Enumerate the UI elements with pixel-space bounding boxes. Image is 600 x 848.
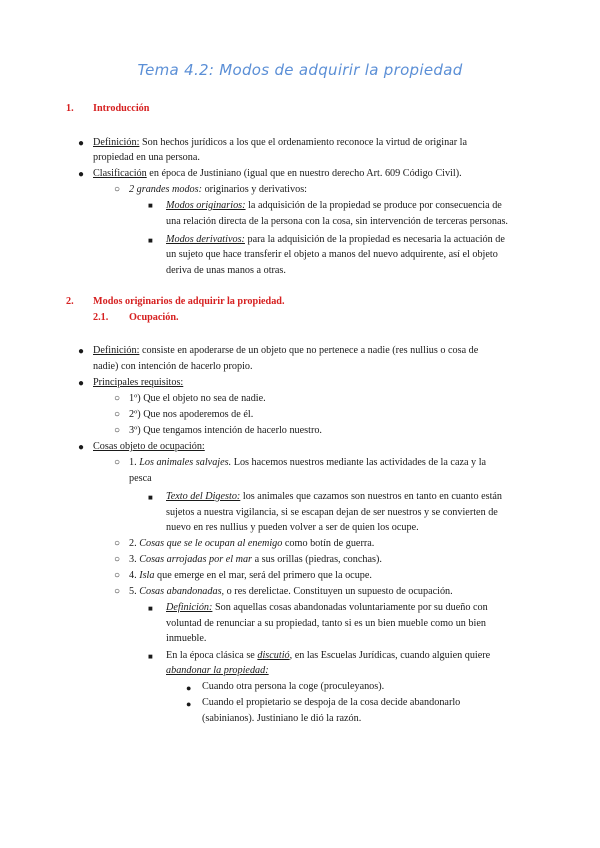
digest-text: los animales que cazamos son nuestros en tanto en cuanto están: [240, 491, 503, 502]
object-1-line-2: pesca: [129, 473, 152, 484]
classification-text: en época de Justiniano (igual que en nuestro derecho Art. 609 Código Civil).: [146, 168, 462, 179]
derivative-label: Modos derivativos:: [166, 234, 245, 245]
derivative-line-1: [166, 232, 505, 248]
object-2-title: Cosas que se le ocupan al enemigo: [139, 538, 283, 549]
modes-line: [129, 182, 307, 198]
object-4-prefix: 4.: [129, 570, 140, 581]
modes-text: originarios y derivativos:: [202, 184, 307, 195]
object-4-text: que emerge en el mar, será del primero que la ocupe.: [154, 570, 372, 581]
object-3-line: [129, 552, 382, 568]
abandoned-definition-line-1: [166, 600, 488, 616]
derivative-line-2: un sujeto que hace transferir el objeto a manos del nuevo adquirente, así el objeto: [166, 249, 498, 260]
bullet-disc-icon: ●: [78, 169, 85, 180]
objects-label: Cosas objeto de ocupación:: [93, 441, 205, 452]
object-4-line: [129, 568, 372, 584]
occupation-definition-label: Definición:: [93, 345, 140, 356]
definition-line-2: propiedad en una persona.: [93, 152, 200, 163]
occupation-definition-line-2: nadie) con intención de hacerlo propio.: [93, 361, 253, 372]
bullet-square-icon: ■: [148, 236, 153, 245]
bullet-circle-icon: ○: [114, 425, 121, 436]
classical-era-text-2: , en las Escuelas Jurídicas, cuando alguien quiere: [289, 650, 491, 661]
section-2-number: 2.: [66, 296, 74, 307]
abandoned-definition-text: Son aquellas cosas abandonadas voluntariamente por su dueño con: [212, 602, 488, 613]
bullet-disc-icon: ●: [78, 378, 85, 389]
bullet-circle-icon: ○: [114, 393, 121, 404]
object-2-line: [129, 536, 374, 552]
section-1-number: 1.: [66, 103, 74, 114]
abandoned-definition-line-3: inmueble.: [166, 633, 207, 644]
school-item: Cuando otra persona la coge (proculeyanos).: [202, 681, 385, 692]
derivative-line-3: deriva de unas manos a otras.: [166, 265, 286, 276]
object-3-title: Cosas arrojadas por el mar: [139, 554, 253, 565]
classical-era-text-1: En la época clásica se: [166, 650, 258, 661]
classical-era-line-1: [166, 648, 490, 664]
object-1-title: Los animales salvajes.: [139, 457, 232, 468]
occupation-definition-text: consiste en apoderarse de un objeto que no pertenece a nadie (res nullius o cosa de: [139, 345, 479, 356]
definition-label: Definición:: [93, 137, 140, 148]
bullet-square-icon: ■: [148, 604, 153, 613]
bullet-disc-icon: ●: [78, 346, 85, 357]
bullet-square-icon: ■: [148, 493, 153, 502]
bullet-circle-icon: ○: [114, 586, 121, 597]
section-1-heading: Introducción: [93, 103, 150, 114]
bullet-circle-icon: ○: [114, 457, 121, 468]
abandoned-definition-line-2: voluntad de renunciar a su propiedad, tanto si es un bien mueble como un bien: [166, 618, 486, 629]
requirements-label: Principales requisitos:: [93, 377, 184, 388]
definition-line-1: [93, 135, 467, 151]
definition-text: Son hechos jurídicos a los que el ordenamiento reconoce la virtud de originar la: [139, 137, 468, 148]
subsection-number: 2.1.: [93, 312, 109, 323]
derivative-text: para la adquisición de la propiedad es necesaria la actuación de: [244, 234, 505, 245]
occupation-definition-line-1: [93, 343, 478, 359]
digest-label: Texto del Digesto:: [166, 491, 241, 502]
requirement-item: 1º) Que el objeto no sea de nadie.: [129, 393, 266, 404]
object-2-text: como botín de guerra.: [282, 538, 375, 549]
bullet-disc-icon: ●: [78, 138, 85, 149]
bullet-square-icon: ■: [148, 652, 153, 661]
school-item-continuation: (sabinianos). Justiniano le dió la razón.: [202, 713, 362, 724]
originary-line-1: [166, 198, 502, 214]
object-5-title: Cosas abandonadas,: [139, 586, 225, 597]
school-item: Cuando el propietario se despoja de la cosa decide abandonarlo: [202, 697, 461, 708]
object-1-text: Los hacemos nuestros mediante las actividades de la caza y la: [231, 457, 487, 468]
originary-line-2: una relación directa de la persona con la cosa, sin intervención de terceras personas.: [166, 216, 508, 227]
requirement-item: 3º) Que tengamos intención de hacerlo nuestro.: [129, 425, 322, 436]
object-2-prefix: 2.: [129, 538, 140, 549]
bullet-circle-icon: ○: [114, 184, 121, 195]
classical-era-emphasis: discutió: [257, 650, 290, 661]
bullet-circle-icon: ○: [114, 538, 121, 549]
page-title: Tema 4.2: Modos de adquirir la propiedad: [137, 61, 463, 79]
bullet-square-icon: ■: [148, 201, 153, 210]
originary-text: la adquisición de la propiedad se produce por consecuencia de: [245, 200, 502, 211]
digest-line-2: sujetos a nuestra vigilancia, si se escapan dejan de ser nuestros y se convierten de: [166, 507, 498, 518]
bullet-disc-icon: ●: [186, 699, 192, 709]
classification-label: Clasificación: [93, 168, 147, 179]
digest-line-1: [166, 489, 502, 505]
originary-label: Modos originarios:: [166, 200, 246, 211]
object-3-prefix: 3.: [129, 554, 140, 565]
bullet-circle-icon: ○: [114, 570, 121, 581]
classical-era-line-2: abandonar la propiedad:: [166, 665, 269, 676]
object-5-prefix: 5.: [129, 586, 140, 597]
bullet-disc-icon: ●: [78, 442, 85, 453]
bullet-disc-icon: ●: [186, 683, 192, 693]
digest-line-3: nuevo en res nullius y pueden volver a ser de quien los ocupe.: [166, 522, 419, 533]
object-5-text: o res derelictae. Constituyen un supuesto de ocupación.: [224, 586, 453, 597]
classification-line: [93, 166, 462, 182]
object-3-text: a sus orillas (piedras, conchas).: [252, 554, 382, 565]
bullet-circle-icon: ○: [114, 409, 121, 420]
object-1-line-1: [129, 455, 486, 471]
object-1-prefix: 1.: [129, 457, 140, 468]
section-2-heading: Modos originarios de adquirir la propiedad.: [93, 296, 285, 307]
subsection-heading: Ocupación.: [129, 312, 179, 323]
requirement-item: 2º) Que nos apoderemos de él.: [129, 409, 254, 420]
bullet-circle-icon: ○: [114, 554, 121, 565]
object-4-title: Isla: [139, 570, 155, 581]
abandoned-definition-label: Definición:: [166, 602, 213, 613]
modes-label: 2 grandes modos:: [129, 184, 203, 195]
object-5-line: [129, 584, 453, 600]
